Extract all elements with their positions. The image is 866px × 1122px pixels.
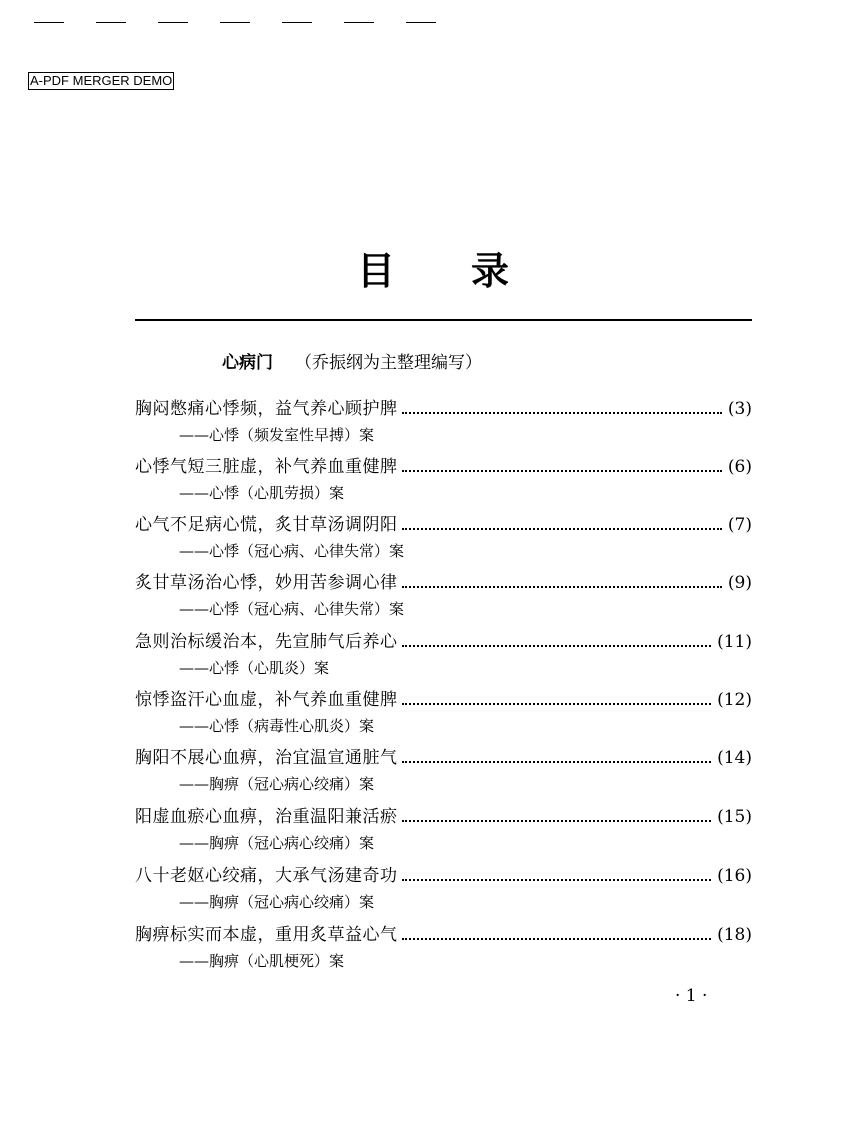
toc-entry-subtitle: ——心悸（心肌炎）案 [179,659,330,677]
toc-entry-title: 心悸气短三脏虚，补气养血重健脾 [135,457,398,477]
section-note: （乔振纲为主整理编写） [295,353,482,373]
toc-entry-subtitle: ——胸痹（冠心病心绞痛）案 [179,893,375,911]
toc-page-number: (15) [717,807,752,827]
toc-entry-subtitle: ——心悸（心肌劳损）案 [179,484,345,502]
dot-leader [402,703,712,705]
page-title-char: 录 [471,249,510,293]
toc-entry-subtitle: ——心悸（冠心病、心律失常）案 [179,600,405,618]
dot-leader [402,412,722,414]
toc-page-number: (14) [717,748,752,768]
dot-leader [402,938,712,940]
toc-entry-subtitle: ——心悸（频发室性早搏）案 [179,426,375,444]
toc-entry[interactable] [135,396,752,448]
toc-page-number: (7) [727,515,752,535]
toc-entry[interactable] [135,454,752,506]
toc-entry[interactable] [135,804,752,856]
dot-leader [402,645,712,647]
toc-entry-title: 胸痹标实而本虚，重用炙草益心气 [135,925,398,945]
toc-entry-title: 胸阳不展心血痹，治宜温宣通脏气 [135,748,398,768]
dot-leader [402,820,712,822]
dot-leader [402,470,722,472]
toc-entry[interactable] [135,512,752,564]
toc-entry-subtitle: ——心悸（病毒性心肌炎）案 [179,717,375,735]
toc-entry[interactable] [135,687,752,739]
toc-page-number: (3) [727,399,752,419]
toc-entry[interactable] [135,863,752,915]
header-dash [282,22,312,23]
dot-leader [402,528,722,530]
page-number-footer: · 1 · [675,986,708,1006]
dot-leader [402,879,712,881]
toc-entry-subtitle: ——心悸（冠心病、心律失常）案 [179,542,405,560]
toc-entry-title: 炙甘草汤治心悸，妙用苦参调心律 [135,573,398,593]
page-title [0,240,866,293]
header-dash [96,22,126,23]
dot-leader [402,586,722,588]
header-dash [344,22,374,23]
toc-entry[interactable] [135,629,752,681]
toc-page-number: (16) [717,866,752,886]
section-heading [222,351,482,375]
toc-page-number: (6) [727,457,752,477]
toc-entry-title: 胸闷憋痛心悸频，益气养心顾护脾 [135,399,398,419]
toc-entry-subtitle: ——胸痹（心肌梗死）案 [179,952,345,970]
watermark-label: A-PDF MERGER DEMO [30,73,173,88]
toc-entry-subtitle: ——胸痹（冠心病心绞痛）案 [179,834,375,852]
toc-entry[interactable] [135,922,752,974]
toc-entry-title: 阳虚血瘀心血痹，治重温阳兼活瘀 [135,807,398,827]
toc-page-number: (18) [717,925,752,945]
toc-page-number: (9) [727,573,752,593]
page-title-char: 目 [356,249,395,293]
header-dash [34,22,64,23]
toc-page-number: (11) [717,632,752,652]
dot-leader [402,761,712,763]
header-dash-rule [0,22,866,26]
toc-entry[interactable] [135,570,752,622]
toc-entry-title: 惊悸盗汗心血虚，补气养血重健脾 [135,690,398,710]
toc-entry-title: 急则治标缓治本，先宣肺气后养心 [135,632,398,652]
header-dash [406,22,436,23]
toc-entry-subtitle: ——胸痹（冠心病心绞痛）案 [179,775,375,793]
toc-page-number: (12) [717,690,752,710]
toc-entry-title: 八十老妪心绞痛，大承气汤建奇功 [135,866,398,886]
title-divider [135,319,752,321]
toc-entry-title: 心气不足病心慌，炙甘草汤调阴阳 [135,515,398,535]
header-dash [158,22,188,23]
section-title: 心病门 [222,353,273,373]
toc-entry[interactable] [135,745,752,797]
header-dash [220,22,250,23]
